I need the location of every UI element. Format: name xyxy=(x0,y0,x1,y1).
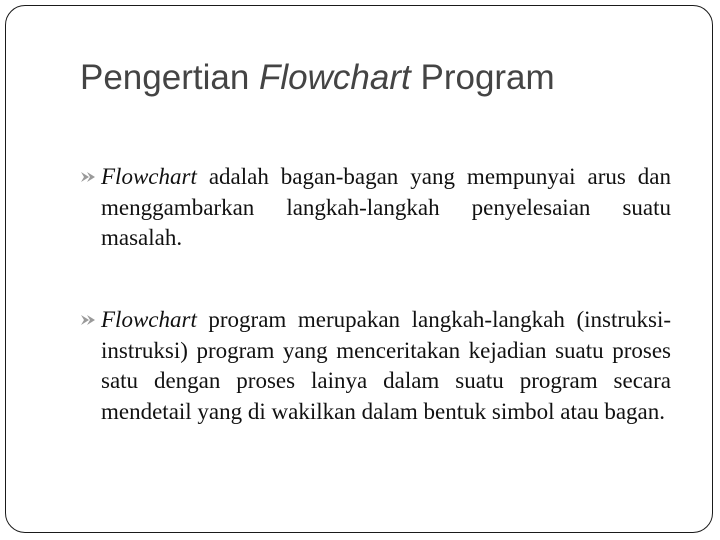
bullet-2-italic-lead: Flowchart xyxy=(101,307,197,332)
title-italic-word: Flowchart xyxy=(259,58,411,97)
bullet-item-2 xyxy=(101,305,671,427)
title-part-1: Pengertian xyxy=(80,58,260,97)
arrow-bullet-icon xyxy=(80,314,96,326)
bullet-1-text: adalah bagan-bagan yang mempunyai arus dan menggambarkan langkah-langkah penyelesaian suatu masalah. xyxy=(101,164,671,250)
title-part-3: Program xyxy=(410,58,555,97)
slide-title xyxy=(80,58,555,98)
arrow-bullet-icon xyxy=(80,171,96,183)
bullet-item-1 xyxy=(101,162,671,254)
bullet-2-text: program merupakan langkah-langkah (instruksi-instruksi) program yang menceritakan kejadian suatu proses satu dengan proses lainya dalam suatu program secara mendetail yang di wakilkan dalam bentuk simbol atau bagan. xyxy=(101,307,671,424)
bullet-1-italic-lead: Flowchart xyxy=(101,164,197,189)
